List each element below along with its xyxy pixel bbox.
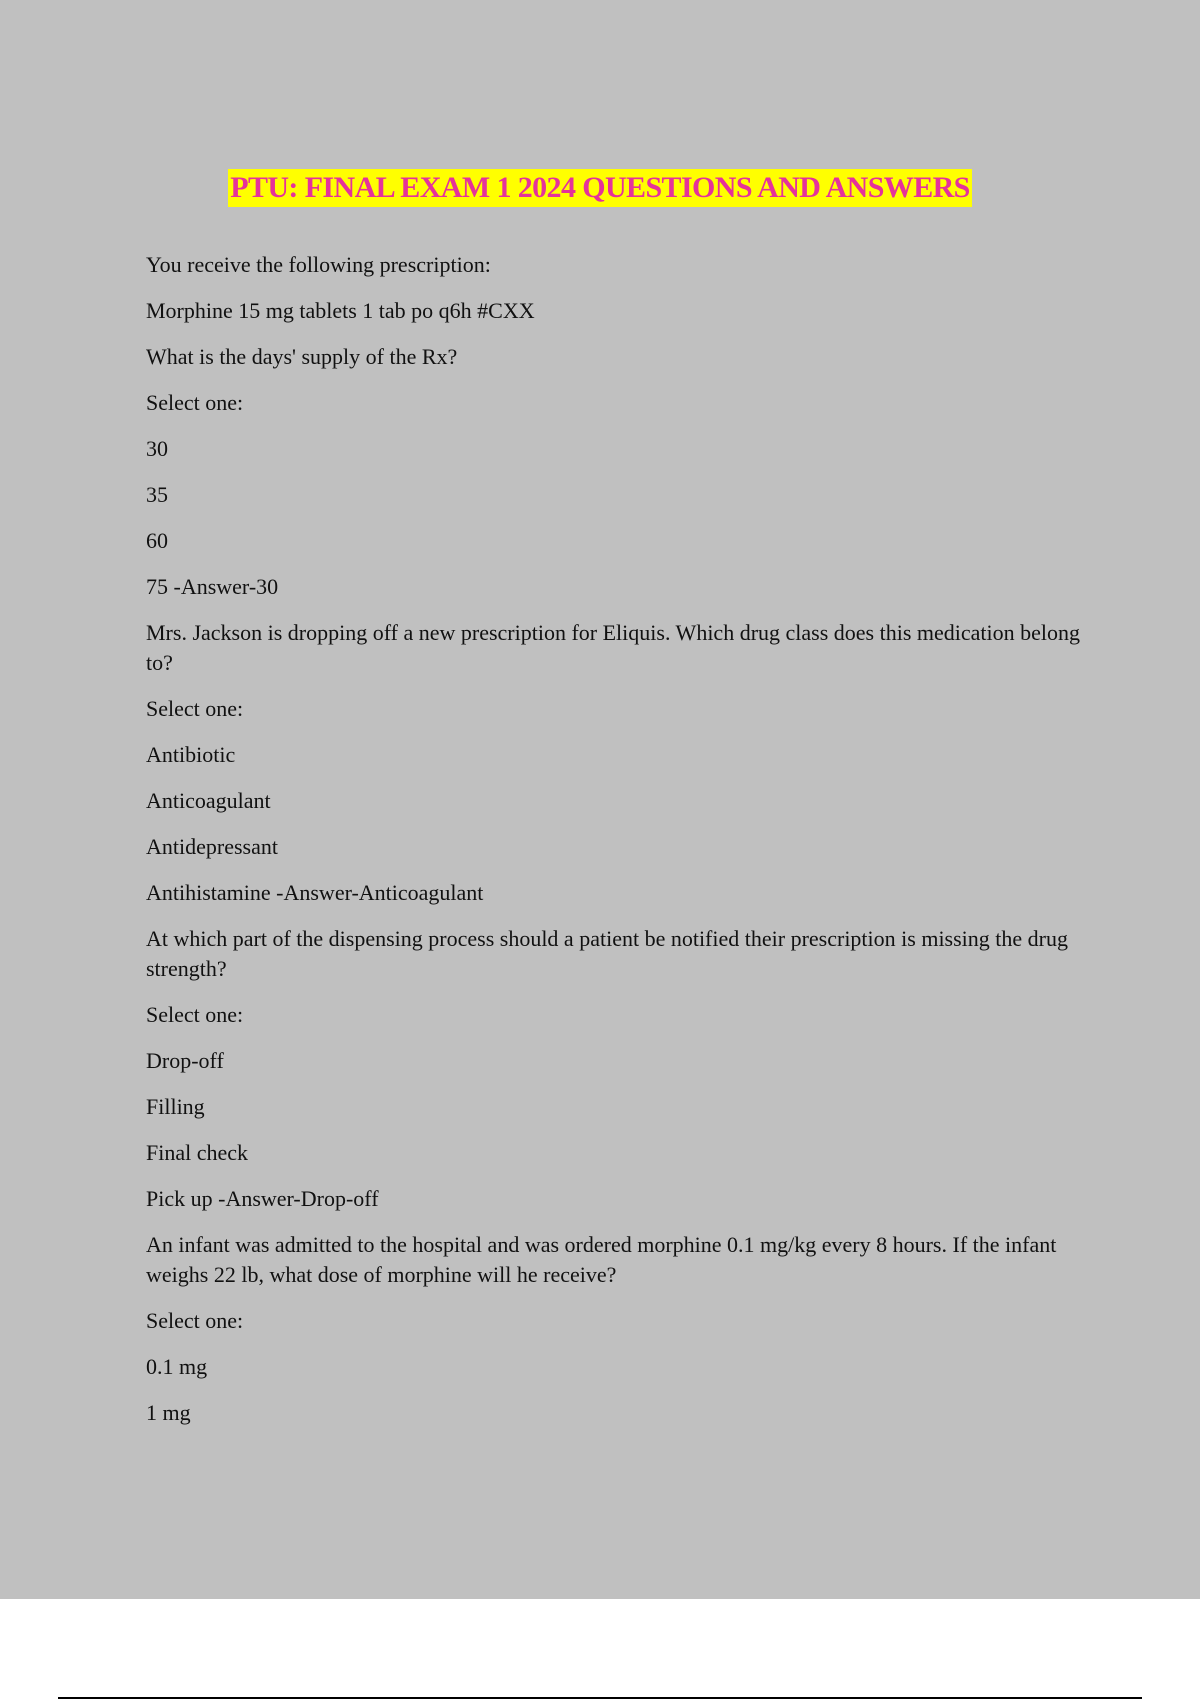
text-line: Select one: bbox=[146, 390, 244, 415]
text-line: Antidepressant bbox=[146, 834, 278, 859]
text-line: 1 mg bbox=[146, 1400, 191, 1425]
text-line: 0.1 mg bbox=[146, 1354, 208, 1379]
document-body bbox=[146, 250, 1096, 1444]
footer-divider bbox=[58, 1697, 1142, 1699]
text-line: Pick up -Answer-Drop-off bbox=[146, 1186, 379, 1211]
text-line: Select one: bbox=[146, 696, 244, 721]
page-footer bbox=[0, 1599, 1200, 1700]
document-title: PTU: FINAL EXAM 1 2024 QUESTIONS AND ANSWERS bbox=[228, 169, 972, 207]
text-line: 75 -Answer-30 bbox=[146, 574, 279, 599]
text-line: Filling bbox=[146, 1094, 205, 1119]
text-line: Final check bbox=[146, 1140, 249, 1165]
title-container bbox=[0, 169, 1200, 207]
text-line: What is the days' supply of the Rx? bbox=[146, 344, 458, 369]
text-line: Antihistamine -Answer-Anticoagulant bbox=[146, 880, 484, 905]
text-line: Select one: bbox=[146, 1308, 244, 1333]
text-line: Antibiotic bbox=[146, 742, 236, 767]
text-line: 60 bbox=[146, 528, 168, 553]
text-line: Mrs. Jackson is dropping off a new prescription for Eliquis. Which drug class does this medication belong to? bbox=[146, 620, 1081, 675]
text-line: At which part of the dispensing process should a patient be notified their prescription is missing the drug strength? bbox=[146, 926, 1068, 981]
text-line: Select one: bbox=[146, 1002, 244, 1027]
text-line: An infant was admitted to the hospital and was ordered morphine 0.1 mg/kg every 8 hours. If the infant weighs 22 lb, what dose of morphine will he receive? bbox=[146, 1232, 1057, 1287]
text-line: You receive the following prescription: bbox=[146, 252, 491, 277]
text-line: 35 bbox=[146, 482, 168, 507]
text-line: Drop-off bbox=[146, 1048, 224, 1073]
text-line: Anticoagulant bbox=[146, 788, 271, 813]
text-line: Morphine 15 mg tablets 1 tab po q6h #CXX bbox=[146, 298, 535, 323]
text-line: 30 bbox=[146, 436, 168, 461]
